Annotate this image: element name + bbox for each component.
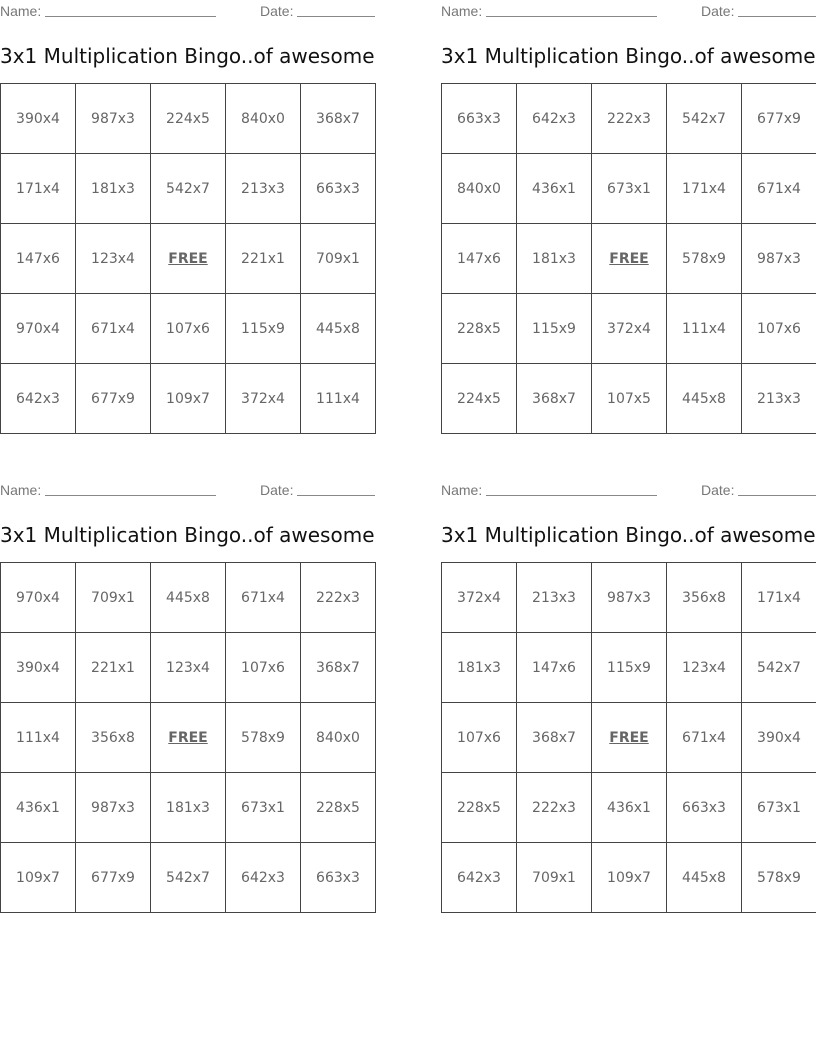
bingo-cell: 109x7 [151, 364, 226, 434]
bingo-cell: 445x8 [667, 364, 742, 434]
bingo-cell: 224x5 [151, 84, 226, 154]
bingo-row [442, 563, 816, 633]
bingo-cell: 368x7 [301, 633, 376, 703]
date-blank-line [297, 495, 375, 496]
bingo-cell: 228x5 [442, 773, 517, 843]
card-header [441, 479, 816, 501]
bingo-cell: 109x7 [1, 843, 76, 913]
bingo-cell: 123x4 [76, 224, 151, 294]
bingo-cell: 171x4 [1, 154, 76, 224]
bingo-cell: 970x4 [1, 294, 76, 364]
bingo-cell: 111x4 [667, 294, 742, 364]
bingo-cell: 224x5 [442, 364, 517, 434]
bingo-row [442, 703, 816, 773]
name-label: Name: [441, 3, 483, 19]
bingo-cell: 390x4 [742, 703, 816, 773]
bingo-row [1, 84, 376, 154]
bingo-cell: 228x5 [442, 294, 517, 364]
bingo-cell: 436x1 [517, 154, 592, 224]
bingo-cell: 115x9 [592, 633, 667, 703]
name-label: Name: [441, 482, 483, 498]
date-label: Date: [701, 482, 735, 498]
card-title: 3x1 Multiplication Bingo..of awesome [0, 523, 375, 547]
bingo-cell: 147x6 [517, 633, 592, 703]
bingo-cell: 677x9 [742, 84, 816, 154]
card-title: 3x1 Multiplication Bingo..of awesome [441, 523, 816, 547]
bingo-cell: 673x1 [592, 154, 667, 224]
bingo-cell: 115x9 [517, 294, 592, 364]
bingo-cell: 709x1 [301, 224, 376, 294]
bingo-row [1, 154, 376, 224]
bingo-cell: 578x9 [226, 703, 301, 773]
bingo-cell: 578x9 [742, 843, 816, 913]
bingo-cell: 213x3 [226, 154, 301, 224]
bingo-cell: 987x3 [76, 773, 151, 843]
bingo-cell: 578x9 [667, 224, 742, 294]
bingo-cell: 171x4 [667, 154, 742, 224]
bingo-cell: 987x3 [742, 224, 816, 294]
bingo-cell: 840x0 [301, 703, 376, 773]
bingo-cell: 222x3 [517, 773, 592, 843]
bingo-cell: 436x1 [592, 773, 667, 843]
bingo-row [1, 703, 376, 773]
bingo-cell: 109x7 [592, 843, 667, 913]
bingo-cell: 840x0 [442, 154, 517, 224]
bingo-cell: 221x1 [76, 633, 151, 703]
bingo-cell: 213x3 [517, 563, 592, 633]
bingo-row [1, 563, 376, 633]
name-label: Name: [0, 482, 42, 498]
bingo-cell: 147x6 [442, 224, 517, 294]
bingo-card [0, 0, 375, 407]
bingo-cell: 111x4 [1, 703, 76, 773]
date-label: Date: [260, 3, 294, 19]
name-blank-line [486, 16, 657, 17]
bingo-cell: 171x4 [742, 563, 816, 633]
card-title: 3x1 Multiplication Bingo..of awesome [441, 44, 816, 68]
bingo-cell: 840x0 [226, 84, 301, 154]
bingo-cell: 970x4 [1, 563, 76, 633]
bingo-row [442, 364, 816, 434]
bingo-row [442, 154, 816, 224]
bingo-cell: 372x4 [442, 563, 517, 633]
bingo-cell: 368x7 [517, 364, 592, 434]
card-header [0, 0, 375, 22]
bingo-cell: 107x6 [226, 633, 301, 703]
bingo-row [442, 294, 816, 364]
card-header [441, 0, 816, 22]
bingo-cell: 673x1 [226, 773, 301, 843]
bingo-cell: 107x6 [742, 294, 816, 364]
bingo-cell: 222x3 [592, 84, 667, 154]
bingo-cell: 677x9 [76, 364, 151, 434]
date-blank-line [738, 495, 816, 496]
bingo-cell: 987x3 [592, 563, 667, 633]
bingo-cell: 542x7 [151, 154, 226, 224]
date-label: Date: [260, 482, 294, 498]
bingo-cell: 222x3 [301, 563, 376, 633]
bingo-cell: 107x6 [442, 703, 517, 773]
bingo-cell: 542x7 [742, 633, 816, 703]
bingo-cell: 445x8 [301, 294, 376, 364]
bingo-cell: 671x4 [667, 703, 742, 773]
bingo-card [441, 0, 816, 407]
bingo-cell: 181x3 [76, 154, 151, 224]
bingo-row [442, 843, 816, 913]
bingo-cell: 111x4 [301, 364, 376, 434]
free-space-cell: FREE [151, 703, 226, 773]
bingo-cell: 181x3 [517, 224, 592, 294]
bingo-cell: 228x5 [301, 773, 376, 843]
name-label: Name: [0, 3, 42, 19]
bingo-row [442, 224, 816, 294]
bingo-cell: 123x4 [151, 633, 226, 703]
free-space-cell: FREE [592, 224, 667, 294]
bingo-row [1, 364, 376, 434]
bingo-row [442, 773, 816, 843]
bingo-cell: 671x4 [226, 563, 301, 633]
bingo-cell: 642x3 [517, 84, 592, 154]
bingo-cell: 663x3 [667, 773, 742, 843]
bingo-cell: 147x6 [1, 224, 76, 294]
free-space-cell: FREE [151, 224, 226, 294]
bingo-grid [441, 562, 816, 913]
bingo-cell: 221x1 [226, 224, 301, 294]
name-blank-line [45, 16, 216, 17]
bingo-cell: 677x9 [76, 843, 151, 913]
bingo-grid [441, 83, 816, 434]
bingo-cell: 445x8 [151, 563, 226, 633]
bingo-row [1, 633, 376, 703]
bingo-cell: 709x1 [517, 843, 592, 913]
date-label: Date: [701, 3, 735, 19]
bingo-card [441, 479, 816, 886]
bingo-cell: 642x3 [1, 364, 76, 434]
bingo-cell: 642x3 [442, 843, 517, 913]
bingo-cell: 390x4 [1, 633, 76, 703]
bingo-row [442, 633, 816, 703]
bingo-cell: 709x1 [76, 563, 151, 633]
card-title: 3x1 Multiplication Bingo..of awesome [0, 44, 375, 68]
bingo-cell: 368x7 [301, 84, 376, 154]
date-blank-line [297, 16, 375, 17]
bingo-cell: 671x4 [742, 154, 816, 224]
name-blank-line [486, 495, 657, 496]
bingo-cell: 542x7 [667, 84, 742, 154]
bingo-cell: 181x3 [442, 633, 517, 703]
bingo-card [0, 479, 375, 886]
bingo-row [1, 843, 376, 913]
bingo-cell: 542x7 [151, 843, 226, 913]
bingo-row [1, 224, 376, 294]
bingo-cell: 107x5 [592, 364, 667, 434]
bingo-cell: 436x1 [1, 773, 76, 843]
bingo-cell: 663x3 [442, 84, 517, 154]
bingo-cell: 663x3 [301, 843, 376, 913]
name-blank-line [45, 495, 216, 496]
bingo-grid [0, 562, 376, 913]
bingo-cell: 368x7 [517, 703, 592, 773]
bingo-cell: 390x4 [1, 84, 76, 154]
date-blank-line [738, 16, 816, 17]
bingo-cell: 445x8 [667, 843, 742, 913]
bingo-cell: 356x8 [76, 703, 151, 773]
bingo-cell: 107x6 [151, 294, 226, 364]
bingo-row [442, 84, 816, 154]
bingo-cell: 123x4 [667, 633, 742, 703]
bingo-cell: 663x3 [301, 154, 376, 224]
bingo-cell: 372x4 [592, 294, 667, 364]
bingo-cell: 987x3 [76, 84, 151, 154]
card-header [0, 479, 375, 501]
bingo-cell: 642x3 [226, 843, 301, 913]
bingo-grid [0, 83, 376, 434]
bingo-cell: 671x4 [76, 294, 151, 364]
bingo-row [1, 773, 376, 843]
free-space-cell: FREE [592, 703, 667, 773]
bingo-cell: 673x1 [742, 773, 816, 843]
bingo-row [1, 294, 376, 364]
bingo-cell: 213x3 [742, 364, 816, 434]
bingo-cell: 115x9 [226, 294, 301, 364]
bingo-cell: 181x3 [151, 773, 226, 843]
bingo-cell: 372x4 [226, 364, 301, 434]
bingo-cell: 356x8 [667, 563, 742, 633]
